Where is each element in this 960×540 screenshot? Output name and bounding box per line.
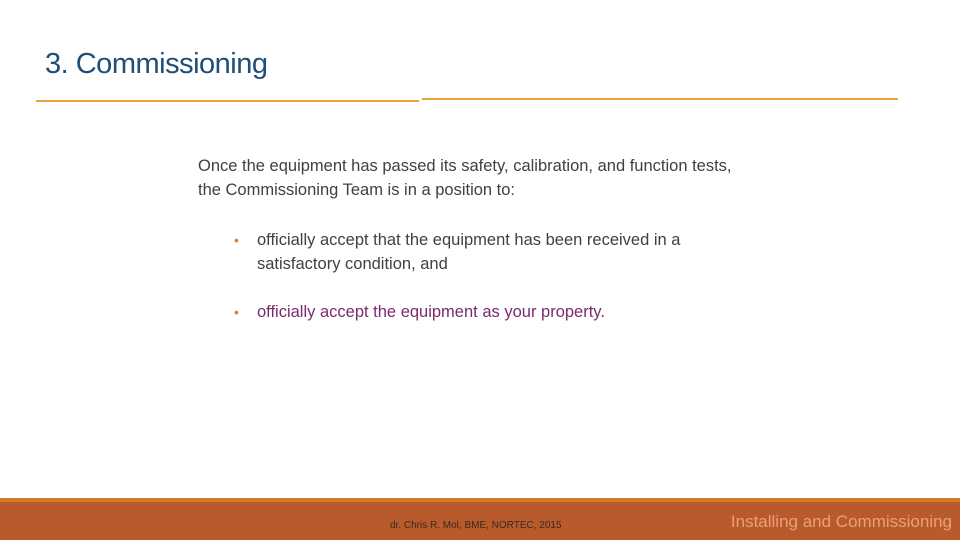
title-underline-right: [422, 98, 898, 100]
bullet-marker: •: [234, 304, 239, 320]
footer-credit: dr. Chris R. Mol, BME, NORTEC, 2015: [390, 520, 562, 531]
bullet-item: [234, 228, 754, 276]
intro-paragraph: Once the equipment has passed its safety, calibration, and function tests, the Commissioning Team is in a position to:: [198, 157, 732, 199]
bullet-text-highlighted: officially accept the equipment as your property: [257, 303, 601, 321]
footer-title: Installing and Commissioning: [730, 512, 952, 531]
slide-title: 3. Commissioning: [45, 48, 268, 80]
footer-bar: [0, 498, 960, 540]
bullet-item: [234, 300, 754, 324]
title-underline-left: [36, 100, 419, 102]
bullet-marker: •: [234, 232, 239, 248]
bullet-period: .: [600, 303, 605, 321]
bullet-text: officially accept that the equipment has been received in a satisfactory condition, and: [257, 231, 681, 273]
